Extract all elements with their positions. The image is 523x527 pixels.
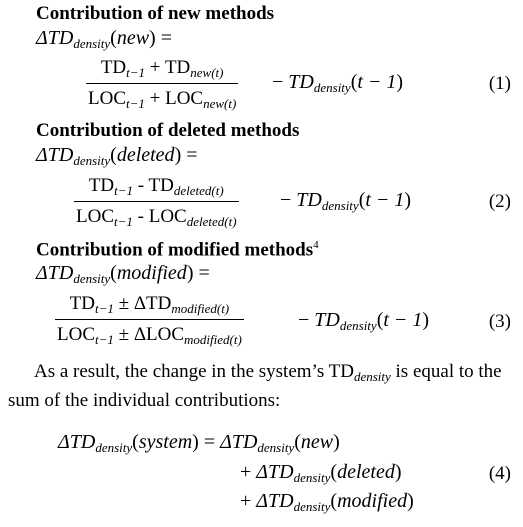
result-paragraph: As a result, the change in the system’s $TD_{density}$ is equal to the sum of the individual contributions: <box>8 361 502 411</box>
fraction-numerator: $TD_{t-1} - TD_{deleted(t)}$ <box>88 175 224 198</box>
fraction-numerator: $TD_{t-1} \pm \Delta TD_{modified(t)}$ <box>69 293 230 316</box>
system-equation-line-3: + $\Delta TD_{density}(modified)$ <box>240 490 414 514</box>
equation-lhs-deleted: $\Delta TD_{density}(deleted)$ = <box>36 144 198 168</box>
fraction-new <box>86 58 238 110</box>
fraction-deleted <box>74 176 239 228</box>
equation-lhs-new: $\Delta TD_{density}(new)$ = <box>36 27 172 51</box>
equation-number-1: (1) <box>488 73 511 94</box>
equation-number-2: (2) <box>488 191 511 212</box>
fraction-denominator: $LOC_{t-1} - LOC_{deleted(t)}$ <box>76 206 237 230</box>
equation-number-4: (4) <box>488 463 511 484</box>
equation-number-3: (3) <box>488 311 511 332</box>
minus-term-new: − $TD_{density}(t - 1)$ <box>272 71 404 95</box>
minus-term-deleted: − $TD_{density}(t - 1)$ <box>280 189 412 213</box>
system-equation-line-1: $\Delta TD_{density}(system) = \Delta TD_{density}(new)$ <box>58 431 340 455</box>
fraction-denominator: $LOC_{t-1} \pm \Delta LOC_{modified(t)}$ <box>57 324 242 348</box>
fraction-denominator: $LOC_{t-1} + LOC_{new(t)}$ <box>88 88 237 112</box>
section-heading-deleted: Contribution of deleted methods <box>36 120 300 141</box>
fraction-bar <box>86 83 238 84</box>
equation-lhs-modified: $\Delta TD_{density}(modified)$ = <box>36 262 210 286</box>
fraction-bar <box>74 201 239 202</box>
fraction-modified <box>55 294 244 346</box>
system-equation-line-2: + $\Delta TD_{density}(deleted)$ <box>240 461 402 485</box>
fraction-numerator: $TD_{t-1} + TD_{new(t)}$ <box>100 57 224 80</box>
section-heading-new: Contribution of new methods <box>36 3 275 24</box>
minus-term-modified: − $TD_{density}(t - 1)$ <box>298 309 430 333</box>
fraction-bar <box>55 319 244 320</box>
footnote-marker[interactable]: 4 <box>313 239 319 251</box>
section-heading-modified: Contribution of modified methods$^4$ <box>36 239 319 261</box>
